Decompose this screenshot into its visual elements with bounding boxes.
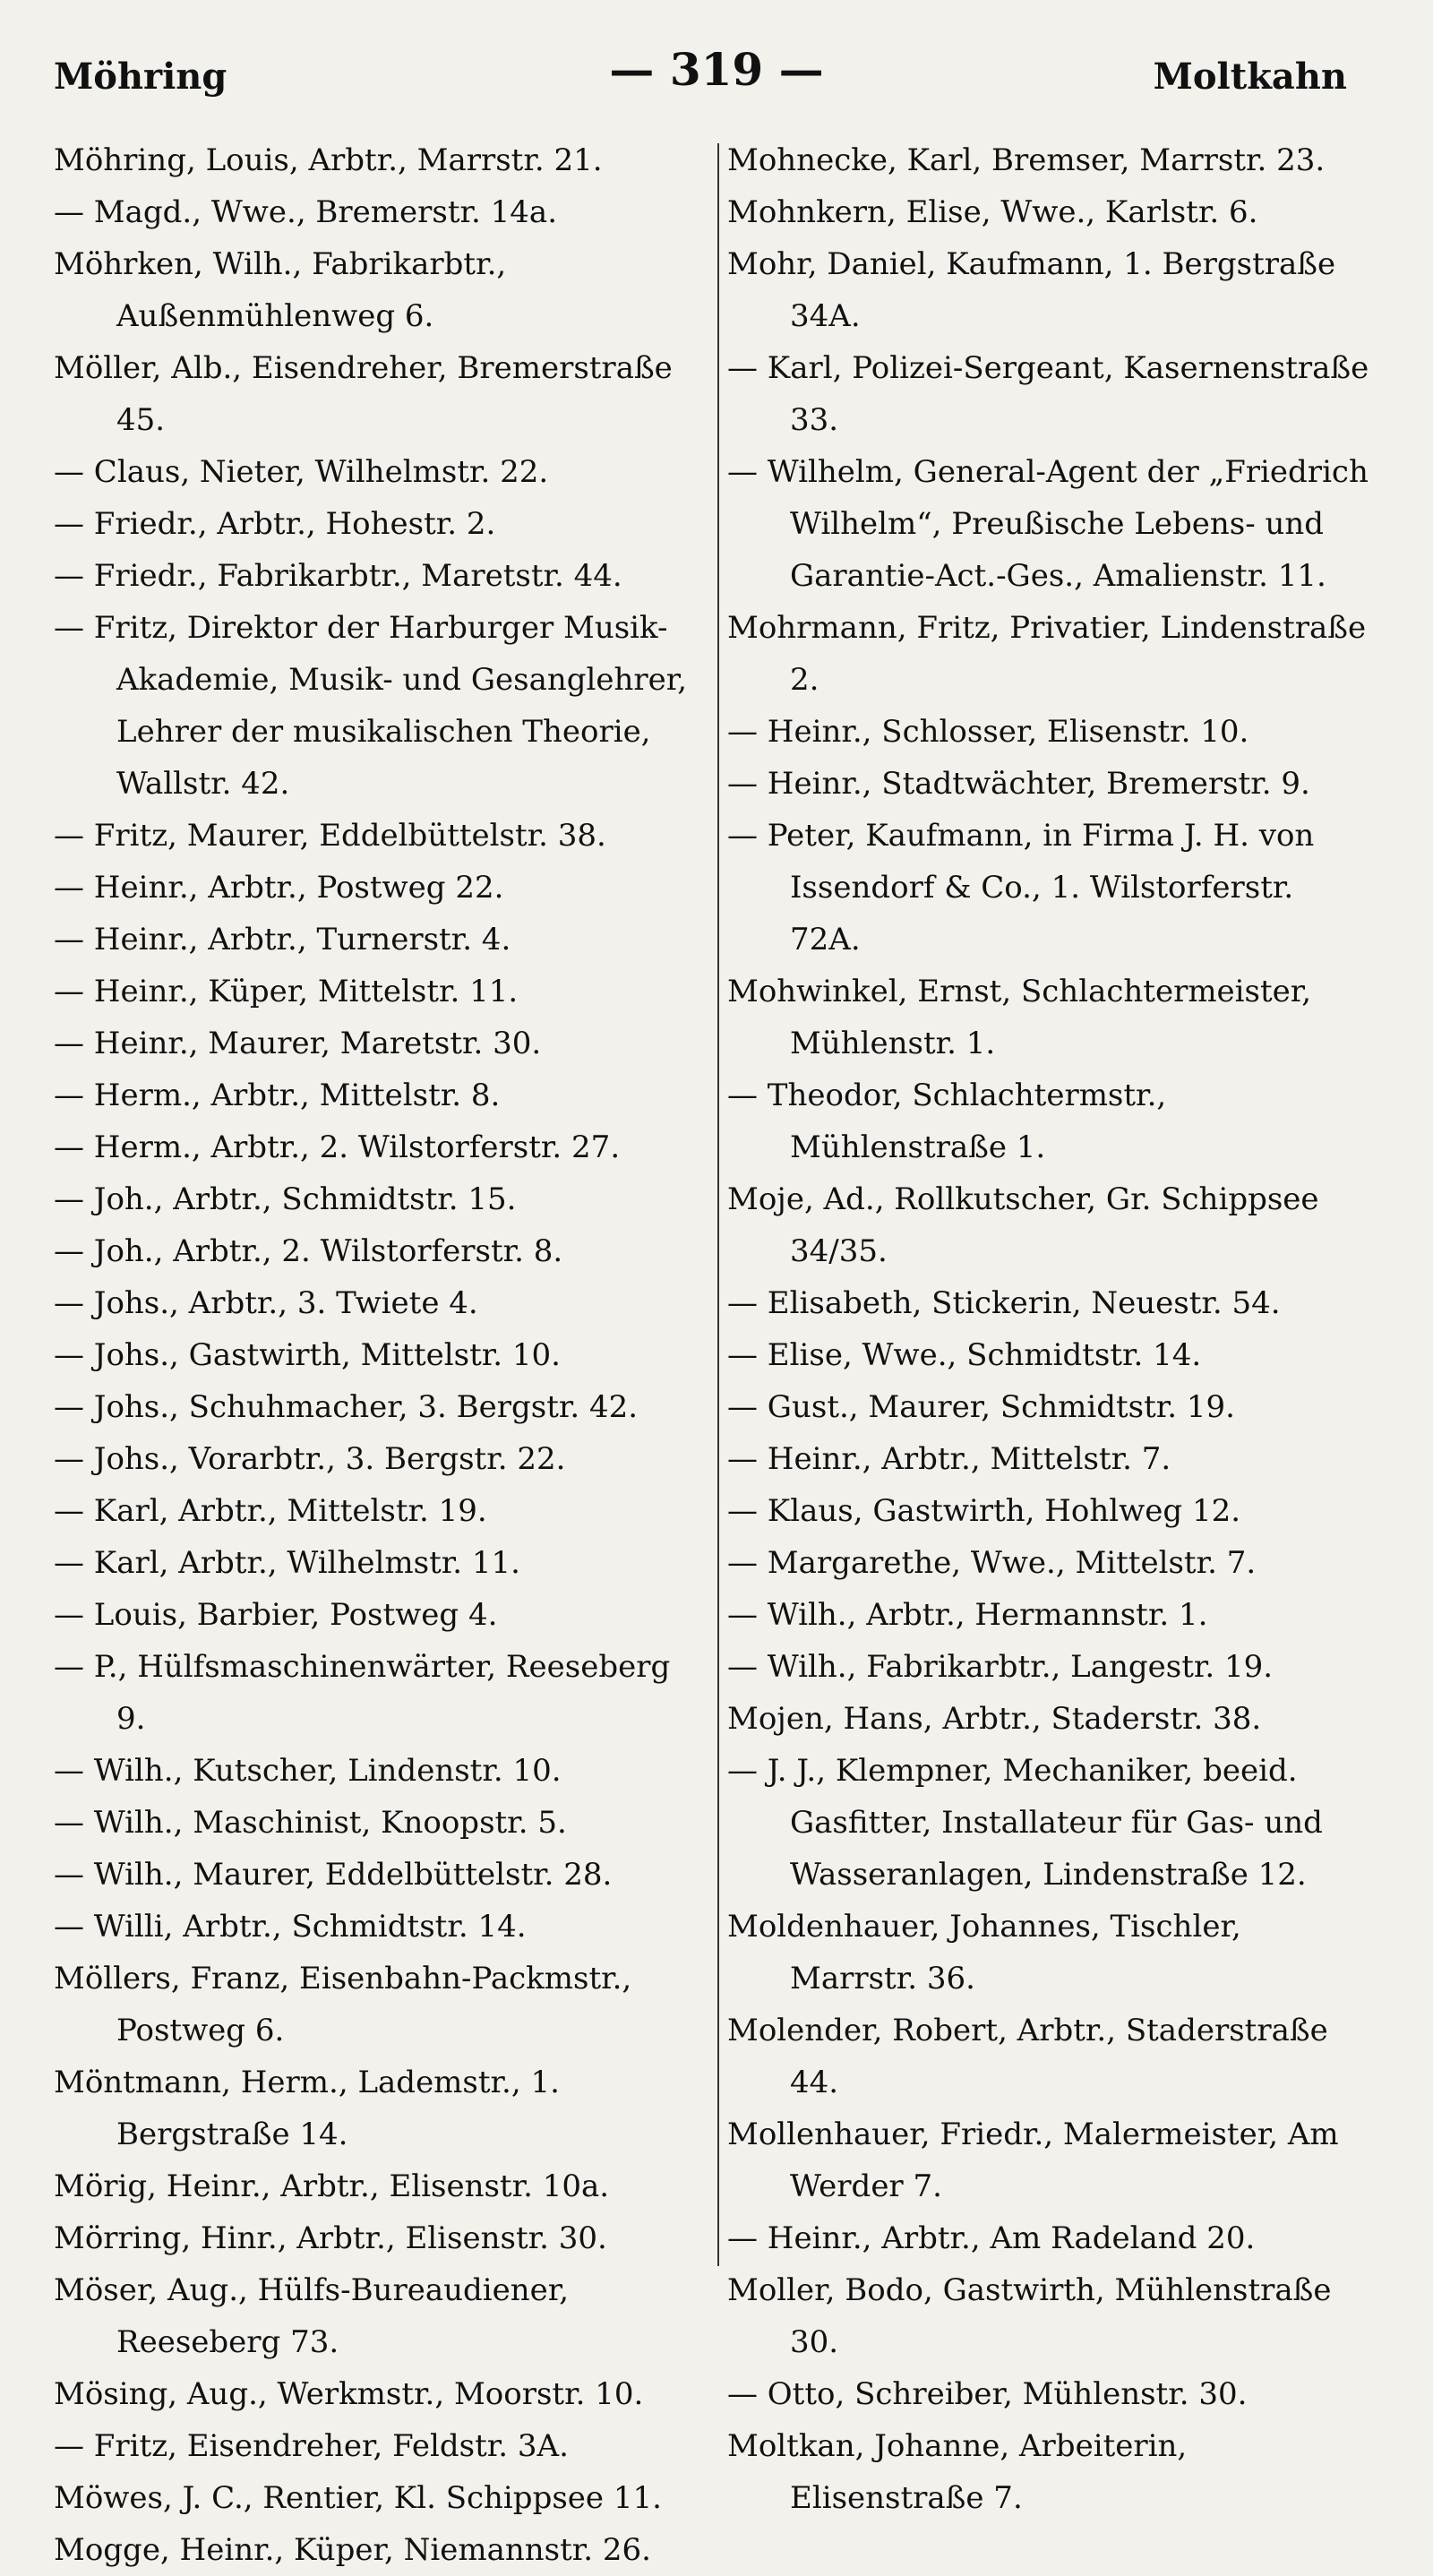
directory-entry: — Wilhelm, General-Agent der „Friedrich Wilhelm“, Preußische Lebens- und Garantie-Act.-Ges., Amalienstr. 11. bbox=[727, 454, 1369, 594]
directory-entry: — Friedr., Arbtr., Hohestr. 2. bbox=[54, 506, 496, 542]
directory-entry: Möhrken, Wilh., Fabrikarbtr., Außenmühlenweg 6. bbox=[54, 246, 507, 334]
directory-entry: — Elise, Wwe., Schmidtstr. 14. bbox=[727, 1337, 1202, 1373]
directory-entry: Mojen, Hans, Arbtr., Staderstr. 38. bbox=[727, 1701, 1262, 1737]
directory-entry: Molender, Robert, Arbtr., Staderstraße 44. bbox=[727, 2013, 1328, 2100]
directory-entry: — Heinr., Küper, Mittelstr. 11. bbox=[54, 974, 519, 1009]
directory-entry: Möhring, Louis, Arbtr., Marrstr. 21. bbox=[54, 142, 603, 178]
directory-entry: — P., Hülfsmaschinenwärter, Reeseberg 9. bbox=[54, 1649, 671, 1737]
right-column bbox=[727, 134, 1372, 2524]
directory-entry: Moltkan, Johanne, Arbeiterin, Elisenstraße 7. bbox=[727, 2428, 1188, 2516]
directory-entry: — Heinr., Arbtr., Turnerstr. 4. bbox=[54, 922, 511, 957]
directory-entry: — Wilh., Fabrikarbtr., Langestr. 19. bbox=[727, 1649, 1274, 1685]
directory-entry: — Margarethe, Wwe., Mittelstr. 7. bbox=[727, 1545, 1257, 1581]
directory-entry: Möntmann, Herm., Lademstr., 1. Bergstraße 14. bbox=[54, 2065, 560, 2152]
directory-entry: — Karl, Polizei-Sergeant, Kasernenstraße 33. bbox=[727, 350, 1369, 438]
directory-entry: Mollenhauer, Friedr., Malermeister, Am Werder 7. bbox=[727, 2117, 1339, 2204]
directory-entry: — Herm., Arbtr., 2. Wilstorferstr. 27. bbox=[54, 1129, 621, 1165]
directory-entry: — Theodor, Schlachtermstr., Mühlenstraße 1. bbox=[727, 1078, 1167, 1165]
directory-entry: — Herm., Arbtr., Mittelstr. 8. bbox=[54, 1078, 501, 1113]
directory-entry: Mörig, Heinr., Arbtr., Elisenstr. 10a. bbox=[54, 2168, 610, 2204]
directory-entry: — Joh., Arbtr., 2. Wilstorferstr. 8. bbox=[54, 1233, 563, 1269]
directory-entry: Moldenhauer, Johannes, Tischler, Marrstr. 36. bbox=[727, 1909, 1241, 1996]
directory-entry: Möwes, J. C., Rentier, Kl. Schippsee 11. bbox=[54, 2480, 662, 2516]
directory-entry: — Karl, Arbtr., Mittelstr. 19. bbox=[54, 1493, 487, 1529]
directory-entry: — Heinr., Maurer, Maretstr. 30. bbox=[54, 1026, 542, 1061]
directory-entry: Mohr, Daniel, Kaufmann, 1. Bergstraße 34A. bbox=[727, 246, 1336, 334]
directory-entry: — Joh., Arbtr., Schmidtstr. 15. bbox=[54, 1181, 517, 1217]
directory-entry: — Johs., Vorarbtr., 3. Bergstr. 22. bbox=[54, 1441, 566, 1477]
directory-entry: — Wilh., Arbtr., Hermannstr. 1. bbox=[727, 1597, 1208, 1633]
directory-entry: — Klaus, Gastwirth, Hohlweg 12. bbox=[727, 1493, 1241, 1529]
directory-entry: Mohrmann, Fritz, Privatier, Lindenstraße 2. bbox=[727, 610, 1367, 698]
running-head-left: Möhring bbox=[54, 56, 227, 98]
directory-entry: — Friedr., Fabrikarbtr., Maretstr. 44. bbox=[54, 558, 622, 594]
directory-entry: Moller, Bodo, Gastwirth, Mühlenstraße 30. bbox=[727, 2272, 1332, 2360]
left-column bbox=[54, 134, 708, 2576]
directory-entry: Möllers, Franz, Eisenbahn-Packmstr., Postweg 6. bbox=[54, 1961, 632, 2048]
directory-entry: — Louis, Barbier, Postweg 4. bbox=[54, 1597, 498, 1633]
directory-entry: Mörring, Hinr., Arbtr., Elisenstr. 30. bbox=[54, 2220, 607, 2256]
directory-entry: — Heinr., Arbtr., Mittelstr. 7. bbox=[727, 1441, 1171, 1477]
directory-entry: — Otto, Schreiber, Mühlenstr. 30. bbox=[727, 2376, 1248, 2412]
directory-entry: — Claus, Nieter, Wilhelmstr. 22. bbox=[54, 454, 549, 490]
directory-entry: — Fritz, Eisendreher, Feldstr. 3A. bbox=[54, 2428, 569, 2464]
directory-entry: — Karl, Arbtr., Wilhelmstr. 11. bbox=[54, 1545, 520, 1581]
directory-entry: Mohwinkel, Ernst, Schlachtermeister, Mühlenstr. 1. bbox=[727, 974, 1312, 1061]
directory-entry: — Fritz, Direktor der Harburger Musik-Akademie, Musik- und Gesanglehrer, Lehrer der musikalischen Theorie, Wallstr. 42. bbox=[54, 610, 688, 802]
directory-entry: — Heinr., Arbtr., Am Radeland 20. bbox=[727, 2220, 1256, 2256]
directory-entry: Mösing, Aug., Werkmstr., Moorstr. 10. bbox=[54, 2376, 644, 2412]
page-number: — 319 — bbox=[609, 43, 824, 96]
directory-entry: Möller, Alb., Eisendreher, Bremerstraße 45. bbox=[54, 350, 673, 438]
directory-entry: — Heinr., Stadtwächter, Bremerstr. 9. bbox=[727, 766, 1310, 802]
directory-entry: — Fritz, Maurer, Eddelbüttelstr. 38. bbox=[54, 818, 606, 854]
column-divider bbox=[717, 143, 719, 2266]
directory-entry: — Johs., Arbtr., 3. Twiete 4. bbox=[54, 1285, 478, 1321]
directory-entry: — Heinr., Arbtr., Postweg 22. bbox=[54, 870, 504, 906]
directory-entry: — Johs., Schuhmacher, 3. Bergstr. 42. bbox=[54, 1389, 639, 1425]
running-head-right: Moltkahn bbox=[1153, 56, 1347, 98]
directory-entry: Möser, Aug., Hülfs-Bureaudiener, Reeseberg 73. bbox=[54, 2272, 570, 2360]
directory-entry: — Johs., Gastwirth, Mittelstr. 10. bbox=[54, 1337, 561, 1373]
directory-entry: — Gust., Maurer, Schmidtstr. 19. bbox=[727, 1389, 1235, 1425]
directory-entry: Mohnecke, Karl, Bremser, Marrstr. 23. bbox=[727, 142, 1326, 178]
directory-entry: Moje, Ad., Rollkutscher, Gr. Schippsee 34/35. bbox=[727, 1181, 1319, 1269]
directory-entry: — Heinr., Schlosser, Elisenstr. 10. bbox=[727, 714, 1249, 750]
directory-entry: — Magd., Wwe., Bremerstr. 14a. bbox=[54, 194, 557, 230]
directory-entry: — Willi, Arbtr., Schmidtstr. 14. bbox=[54, 1909, 527, 1945]
directory-entry: — Wilh., Maurer, Eddelbüttelstr. 28. bbox=[54, 1857, 613, 1893]
directory-entry: — Peter, Kaufmann, in Firma J. H. von Issendorf & Co., 1. Wilstorferstr. 72A. bbox=[727, 818, 1315, 957]
directory-entry: — Elisabeth, Stickerin, Neuestr. 54. bbox=[727, 1285, 1281, 1321]
directory-entry: — J. J., Klempner, Mechaniker, beeid. Gasfitter, Installateur für Gas- und Wasseranlagen, Lindenstraße 12. bbox=[727, 1753, 1323, 1893]
directory-entry: Mohnkern, Elise, Wwe., Karlstr. 6. bbox=[727, 194, 1258, 230]
directory-entry: — Wilh., Kutscher, Lindenstr. 10. bbox=[54, 1753, 562, 1789]
directory-entry: Mogge, Heinr., Küper, Niemannstr. 26. bbox=[54, 2532, 651, 2568]
directory-entry: — Wilh., Maschinist, Knoopstr. 5. bbox=[54, 1805, 567, 1841]
